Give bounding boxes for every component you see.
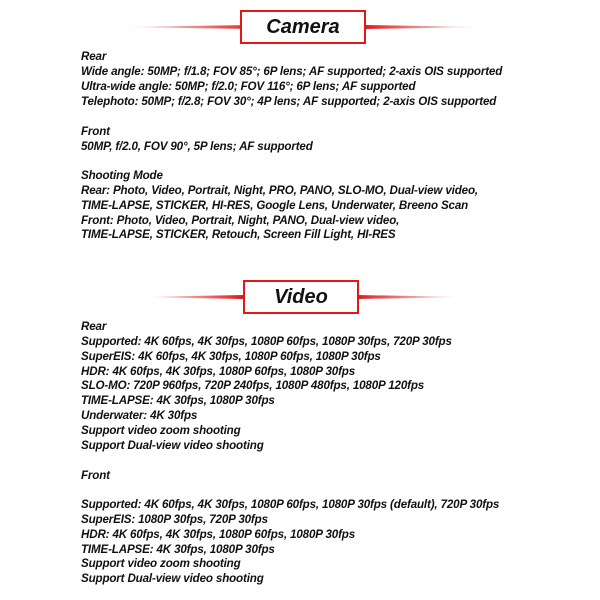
video-rear-line: HDR: 4K 60fps, 4K 30fps, 1080P 60fps, 1080P 30fps [81,364,356,378]
video-section-header [0,280,600,314]
video-title: Video [243,280,359,314]
video-rear-line: Support video zoom shooting [81,423,241,437]
shooting-mode-line: TIME-LAPSE, STICKER, HI-RES, Google Lens, Underwater, Breeno Scan [81,198,469,212]
video-rear-line: Support Dual-view video shooting [81,438,264,452]
video-front-line: Supported: 4K 60fps, 4K 30fps, 1080P 60fps, 1080P 30fps (default), 720P 30fps [81,498,500,511]
camera-title: Camera [240,10,366,44]
video-front-heading: Front [81,469,110,482]
video-front-line: TIME-LAPSE: 4K 30fps, 1080P 30fps [81,542,275,556]
camera-rear-line: Telephoto: 50MP; f/2.8; FOV 30°; 4P lens; AF supported; 2-axis OIS supported [81,94,497,108]
video-rear-line: SLO-MO: 720P 960fps, 720P 240fps, 1080P 480fps, 1080P 120fps [81,379,425,393]
video-front-line: Support Dual-view video shooting [81,572,264,586]
video-rear-line: Underwater: 4K 30fps [81,409,198,423]
video-front-line: HDR: 4K 60fps, 4K 30fps, 1080P 60fps, 1080P 30fps [81,527,356,541]
video-rear-line: TIME-LAPSE: 4K 30fps, 1080P 30fps [81,394,275,408]
camera-shooting-block [81,169,591,243]
shooting-mode-heading: Shooting Mode [81,169,163,182]
camera-front-heading: Front [81,125,110,138]
shooting-mode-line: TIME-LAPSE, STICKER, Retouch, Screen Fill Light, HI-RES [81,228,396,242]
video-rear-block [81,320,591,454]
camera-rear-block [81,50,591,109]
camera-rear-heading: Rear [81,50,107,63]
camera-rear-line: Ultra-wide angle: 50MP; f/2.0; FOV 116°; 6P lens; AF supported [81,79,416,93]
shooting-mode-line: Front: Photo, Video, Portrait, Night, PANO, Dual-view video, [81,213,400,227]
camera-front-line: 50MP, f/2.0, FOV 90°, 5P lens; AF supported [81,139,313,153]
header-left-rule [148,295,243,299]
video-front-block [81,498,591,587]
camera-section-header [0,10,600,44]
camera-front-block [81,125,591,155]
header-left-rule [128,25,258,29]
video-rear-line: SuperEIS: 4K 60fps, 4K 30fps, 1080P 60fps, 1080P 30fps [81,349,381,363]
camera-rear-line: Wide angle: 50MP; f/1.8; FOV 85°; 6P lens; AF supported; 2-axis OIS supported [81,64,503,78]
header-right-rule [364,25,474,29]
video-rear-heading: Rear [81,320,107,333]
video-front-line: SuperEIS: 1080P 30fps, 720P 30fps [81,512,268,526]
video-front-line: Support video zoom shooting [81,557,241,571]
shooting-mode-line: Rear: Photo, Video, Portrait, Night, PRO, PANO, SLO-MO, Dual-view video, [81,183,478,197]
header-right-rule [357,295,457,299]
video-front-heading-block [81,469,591,484]
video-rear-line: Supported: 4K 60fps, 4K 30fps, 1080P 60fps, 1080P 30fps, 720P 30fps [81,334,452,348]
